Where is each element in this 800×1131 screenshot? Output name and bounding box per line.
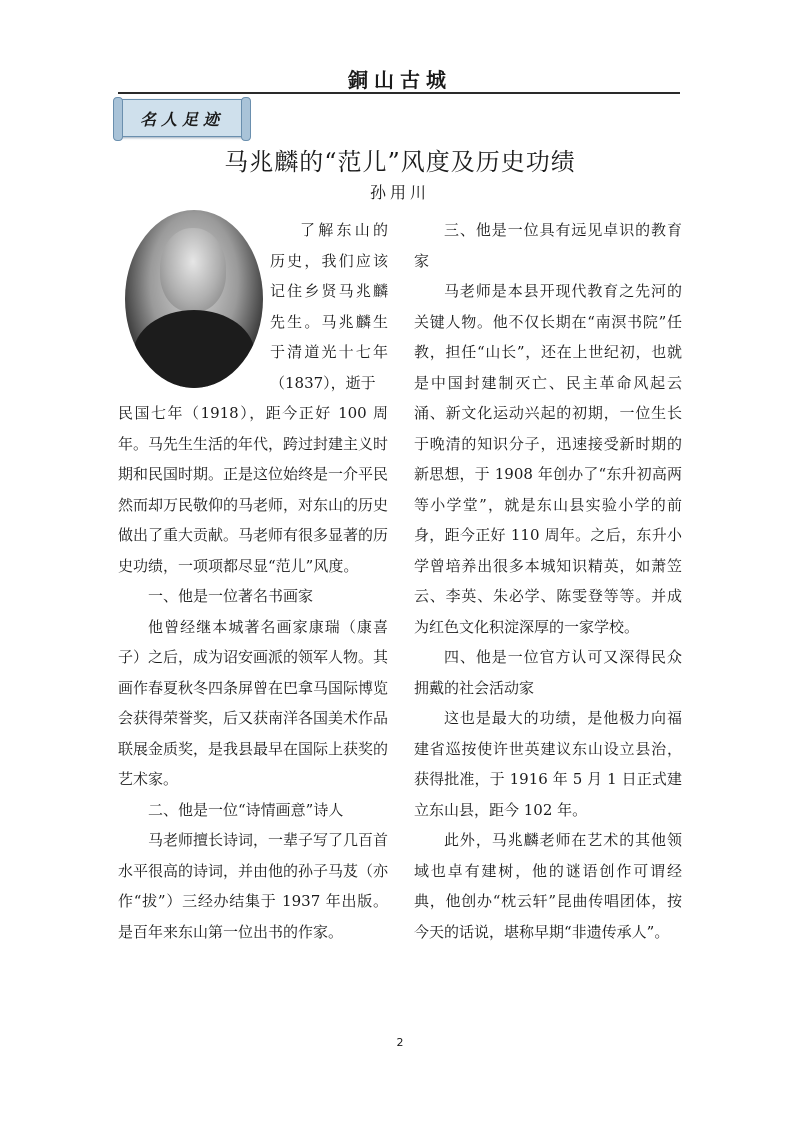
header-divider bbox=[118, 92, 680, 94]
paragraph: 这也是最大的功绩，是他极力向福建省巡按使许世英建议东山设立县治，获得批准，于 1916 年 5 月 1 日正式建立东山县，距今 102 年。 bbox=[414, 709, 682, 819]
paragraph: 此外，马兆麟老师在艺术的其他领域也卓有建树，他的谜语创作可谓经典，他创办“枕云轩”昆曲传唱团体，按今天的话说，堪称早期“非遗传承人”。 bbox=[414, 831, 682, 941]
section-heading: 二、他是一位“诗情画意”诗人 bbox=[148, 800, 344, 819]
paragraph: 马老师擅长诗词，一辈子写了几百首水平很高的诗词，并由他的孙子马芨（亦作“拔”）三经办结集于 1937 年出版。是百年来东山第一位出书的作家。 bbox=[118, 831, 389, 941]
section-heading: 一、他是一位著名书画家 bbox=[148, 587, 314, 605]
page-number: 2 bbox=[396, 1036, 404, 1049]
left-column bbox=[118, 215, 388, 947]
right-column bbox=[414, 215, 682, 947]
column-tag bbox=[118, 99, 246, 137]
section-heading: 三、他是一位具有远见卓识的教育家 bbox=[414, 221, 682, 270]
paragraph: 民国七年（1918），距今正好 100 周年。马先生生活的年代，跨过封建主义时期和民国时期。正是这位始终是一介平民然而却万民敬仰的马老师，对东山的历史做出了重大贡献。马老师有很多显著的历史功绩，一项项都尽显“范儿”风度。 bbox=[118, 404, 389, 575]
intro-wrap-text bbox=[270, 215, 388, 398]
article-author: 孙用川 bbox=[369, 183, 430, 202]
section-heading: 四、他是一位官方认可又深得民众拥戴的社会活动家 bbox=[414, 648, 682, 697]
intro-paragraph: 了解东山的历史，我们应该记住乡贤马兆麟先生。马兆麟生于清道光十七年（1837），逝于 bbox=[270, 221, 388, 392]
article-title: 马兆麟的“范儿”风度及历史功绩 bbox=[224, 148, 576, 176]
paragraph: 他曾经继本城著名画家康瑞（康喜子）之后，成为诏安画派的领军人物。其画作春夏秋冬四条屏曾在巴拿马国际博览会获得荣誉奖，后又获南洋各国美术作品联展金质奖，是我县最早在国际上获奖的艺术家。 bbox=[118, 617, 389, 788]
paragraph: 马老师是本县开现代教育之先河的关键人物。他不仅长期在“南溟书院”任教，担任“山长”，还在上世纪初，也就是中国封建制灭亡、民主革命风起云涌、新文化运动兴起的初期，一位生长于晚清的知识分子，迅速接受新时期的新思想，于 1908 年创办了“东升初高两等小学堂”，就是东山县实验小学的前身，距今正好 110 周年。之后，东升小学曾培养出很多本城知识精英，如萧笠云、李英、朱必学、陈雯登等等。并成为红色文化积淀深厚的一家学校。 bbox=[414, 282, 682, 636]
publication-title: 銅山古城 bbox=[348, 68, 452, 92]
column-tag-label: 名人足迹 bbox=[139, 110, 224, 129]
